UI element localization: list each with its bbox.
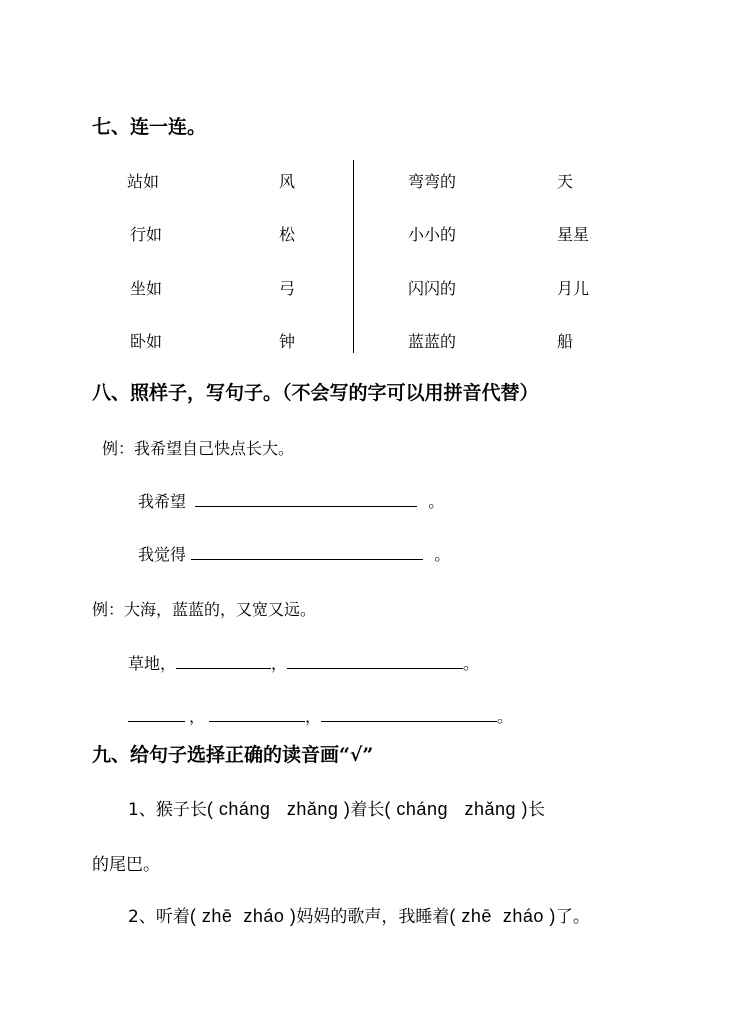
sentence-end: 。 bbox=[497, 707, 514, 726]
sentence-prefix: 我希望 bbox=[138, 492, 187, 511]
question-2 bbox=[128, 902, 590, 927]
answer-blank[interactable] bbox=[321, 707, 497, 722]
sentence-line bbox=[128, 704, 513, 727]
question-text: 长 bbox=[528, 800, 546, 820]
sentence-line bbox=[138, 489, 444, 512]
answer-blank[interactable] bbox=[191, 545, 423, 560]
example-sentence: 例：我希望自己快点长大。 bbox=[102, 439, 295, 458]
answer-blank[interactable] bbox=[176, 654, 271, 669]
comma: ， bbox=[305, 707, 322, 726]
pinyin-choice[interactable]: ( cháng zhǎng ) bbox=[384, 799, 529, 819]
comma: ， bbox=[189, 707, 206, 726]
match-item: 船 bbox=[557, 332, 574, 351]
sentence-line bbox=[138, 542, 450, 565]
section-9-title: 九、给句子选择正确的读音画“√” bbox=[92, 744, 374, 766]
match-item: 闪闪的 bbox=[408, 279, 457, 298]
answer-blank[interactable] bbox=[195, 492, 417, 507]
question-1 bbox=[128, 795, 545, 820]
question-text: 1、猴子长 bbox=[128, 800, 207, 820]
question-1-continued: 的尾巴。 bbox=[92, 855, 160, 875]
match-item: 弯弯的 bbox=[408, 172, 457, 191]
sentence-end: 。 bbox=[428, 492, 445, 511]
pinyin-choice[interactable]: ( zhē zháo ) bbox=[449, 906, 556, 926]
column-divider bbox=[353, 160, 354, 353]
comma: ， bbox=[271, 654, 288, 673]
match-item: 星星 bbox=[557, 225, 590, 244]
section-7-title: 七、连一连。 bbox=[92, 116, 207, 138]
match-item: 行如 bbox=[130, 225, 163, 244]
pinyin-choice[interactable]: ( zhē zháo ) bbox=[189, 906, 297, 926]
sentence-end: 。 bbox=[434, 545, 451, 564]
match-item: 钟 bbox=[279, 332, 296, 351]
sentence-prefix: 草地， bbox=[128, 654, 177, 673]
section-8-title: 八、照样子，写句子。（不会写的字可以用拼音代替） bbox=[92, 382, 539, 404]
match-item: 坐如 bbox=[130, 279, 163, 298]
match-item: 蓝蓝的 bbox=[408, 332, 457, 351]
example-sentence: 例：大海，蓝蓝的，又宽又远。 bbox=[92, 600, 317, 619]
match-item: 站如 bbox=[127, 172, 160, 191]
sentence-line bbox=[128, 651, 479, 674]
match-item: 风 bbox=[279, 172, 296, 191]
match-item: 小小的 bbox=[408, 225, 457, 244]
answer-blank[interactable] bbox=[287, 654, 463, 669]
pinyin-choice[interactable]: ( cháng zhǎng ) bbox=[206, 799, 351, 819]
sentence-prefix: 我觉得 bbox=[138, 545, 187, 564]
question-text: 2、听着 bbox=[128, 907, 190, 927]
match-item: 松 bbox=[279, 225, 296, 244]
sentence-end: 。 bbox=[463, 654, 480, 673]
match-item: 卧如 bbox=[130, 332, 163, 351]
question-text: 妈妈的歌声，我睡着 bbox=[296, 907, 450, 927]
question-text: 了。 bbox=[555, 907, 590, 927]
match-item: 月儿 bbox=[557, 279, 590, 298]
question-text: 着长 bbox=[350, 800, 385, 820]
match-item: 天 bbox=[557, 172, 574, 191]
answer-blank[interactable] bbox=[128, 707, 185, 722]
match-item: 弓 bbox=[279, 279, 296, 298]
answer-blank[interactable] bbox=[209, 707, 305, 722]
